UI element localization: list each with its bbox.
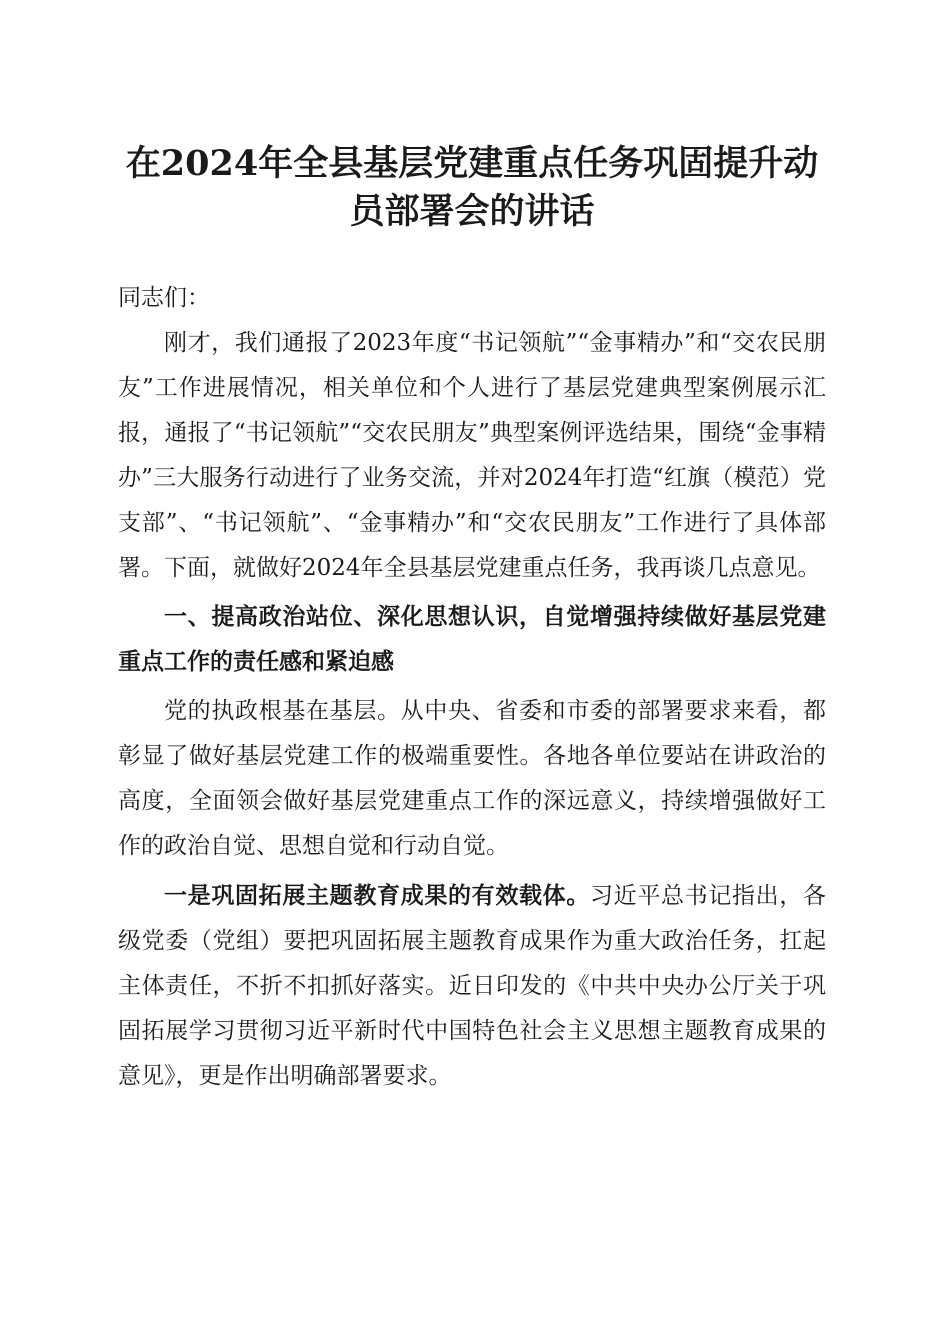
document-body: [118, 140, 826, 1099]
section-paragraph: 党的执政根基在基层。从中央、省委和市委的部署要求来看，都彰显了做好基层党建工作的极端重要性。各地各单位要站在讲政治的高度，全面领会做好基层党建重点工作的深远意义，持续增强做好工作的政治自觉、思想自觉和行动自觉。: [118, 698, 826, 859]
point-one-text: 习近平总书记指出，各级党委（党组）要把巩固拓展主题教育成果作为重大政治任务，扛起主体责任，不折不扣抓好落实。近日印发的《中共中央办公厅关于巩固拓展学习贯彻习近平新时代中国特色社会主义思想主题教育成果的意见》，更是作出明确部署要求。: [118, 883, 827, 1089]
point-one-lead: 一是巩固拓展主题教育成果的有效载体。: [164, 882, 590, 909]
intro-paragraph: 刚才，我们通报了2023年度“书记领航”“金事精办”和“交农民朋友”工作进展情况，相关单位和个人进行了基层党建典型案例展示汇报，通报了“书记领航”“交农民朋友”典型案例评选结果，围绕“金事精办”三大服务行动进行了业务交流，并对2024年打造“红旗（模范）党支部”、“书记领航”、“金事精办”和“交农民朋友”工作进行了具体部署。下面，就做好2024年全县基层党建重点任务，我再谈几点意见。: [118, 330, 826, 581]
document-title: 在2024年全县基层党建重点任务巩固提升动员部署会的讲话: [125, 143, 819, 232]
salutation: 同志们：: [118, 285, 210, 311]
point-one-paragraph: [118, 873, 826, 1099]
section-heading: 一、提高政治站位、深化思想认识，自觉增强持续做好基层党建重点工作的责任感和紧迫感: [118, 604, 826, 675]
